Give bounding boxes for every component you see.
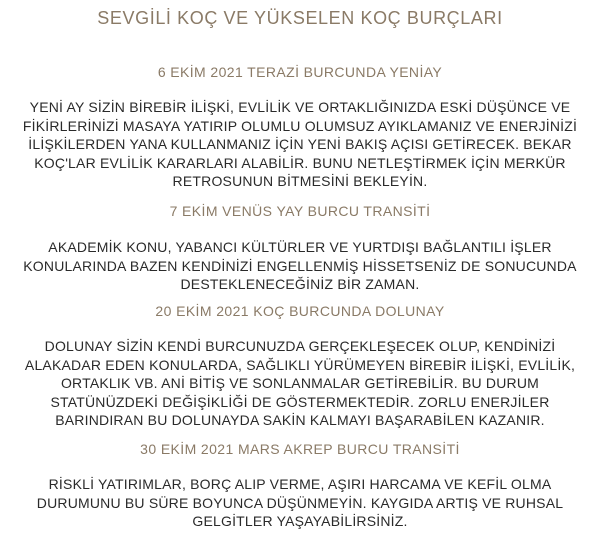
section-body-new-moon: YENİ AY SİZİN BİREBİR İLİŞKİ, EVLİLİK VE ORTAKLIĞINIZDA ESKİ DÜŞÜNCE VE FİKİRLERİNİZİ MASAYA YATIRIP OLUMLU OLUMSUZ AYIKLAMANIZ VE ENERJİNİZİ İLİŞKİLERDEN YANA KULLANMANIZ İÇİN YENİ BAKIŞ AÇISI GETİRECEK. BEKAR KOÇ'LAR EVLİLİK KARARLARI ALABİLİR. BUNU NETLEŞTİRMEK İÇİN MERKÜR RETROSUNUN BİTMESİNİ BEKLEYİN. bbox=[22, 99, 578, 189]
section-heading-new-moon: 6 EKİM 2021 TERAZİ BURCUNDA YENİAY bbox=[157, 64, 443, 80]
section-body-mars-transit: RİSKLİ YATIRIMLAR, BORÇ ALIP VERME, AŞIRI HARCAMA VE KEFİL OLMA DURUMUNU BU SÜRE BOYUNCA DÜŞÜNMEYİN. KAYGIDA ARTIŞ VE RUHSAL GELGİTLER YAŞAYABİLİRSİNİZ. bbox=[36, 476, 564, 529]
section-heading-mars-transit: 30 EKİM 2021 MARS AKREP BURCU TRANSİTİ bbox=[140, 441, 460, 457]
section-heading-full-moon: 20 EKİM 2021 KOÇ BURCUNDA DOLUNAY bbox=[155, 303, 445, 319]
section-body-full-moon: DOLUNAY SİZİN KENDİ BURCUNUZDA GERÇEKLEŞECEK OLUP, KENDİNİZİ ALAKADAR EDEN KONULARDA, SAĞLIKLI YÜRÜMEYEN BİREBİR İLİŞKİ, EVLİLİK, ORTAKLIK VB. ANİ BİTİŞ VE SONLANMALAR GETİREBİLİR. BU DURUM STATÜNÜZDEKİ DEĞİŞİKLİĞİ DE GÖSTERMEKTEDİR. ZORLU ENERJİLER BARINDIRAN BU DOLUNAYDA SAKİN KALMAYI BAŞARABİLEN KAZANIR. bbox=[24, 338, 576, 428]
section-body-venus-transit: AKADEMİK KONU, YABANCI KÜLTÜRLER VE YURTDIŞI BAĞLANTILI İŞLER KONULARINDA BAZEN KENDİNİZİ ENGELLENMİŞ HİSSETSENİZ DE SONUCUNDA DESTEKLENECEĞİNİZ BİR ZAMAN. bbox=[23, 239, 577, 292]
page-title: SEVGİLİ KOÇ VE YÜKSELEN KOÇ BURÇLARI bbox=[97, 8, 503, 28]
section-heading-venus-transit: 7 EKİM VENÜS YAY BURCU TRANSİTİ bbox=[169, 203, 431, 219]
